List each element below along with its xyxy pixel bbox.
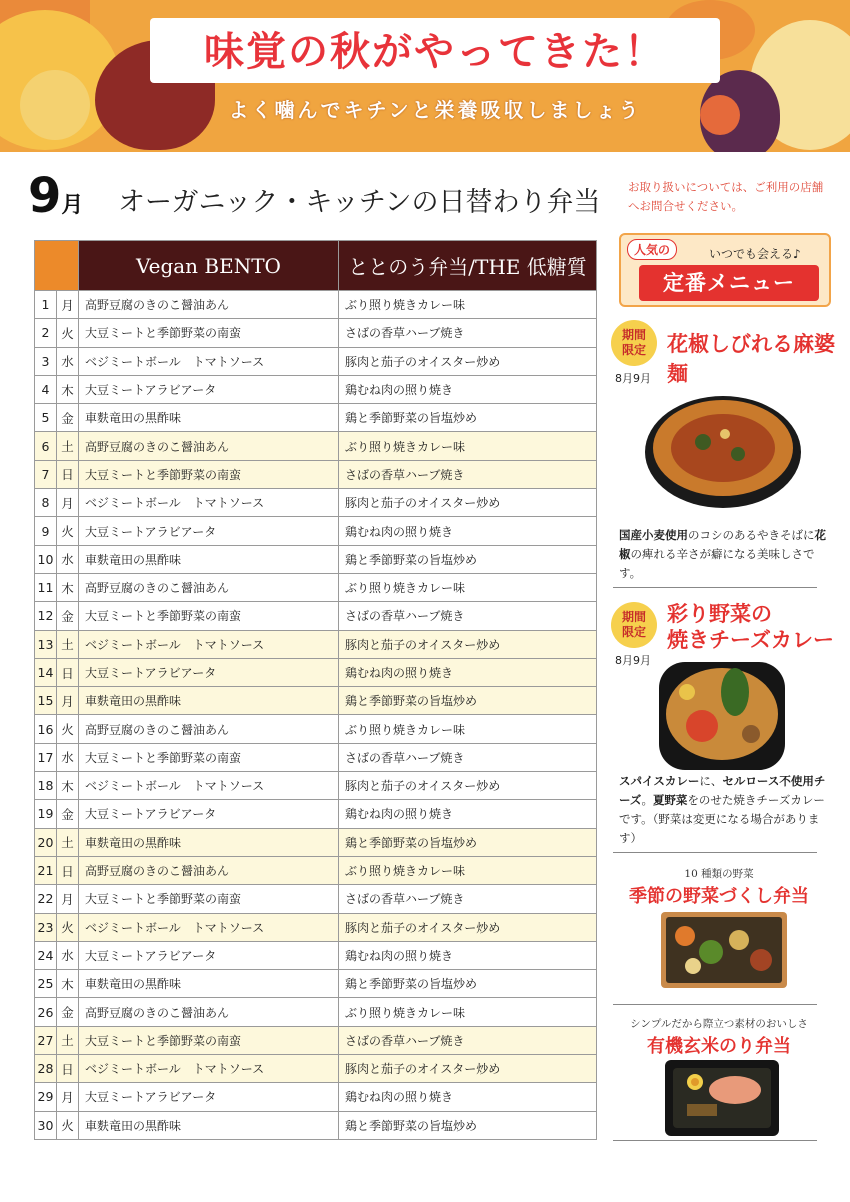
totonou-bento-cell: 鶏と季節野菜の旨塩炒め bbox=[339, 545, 597, 573]
day-cell: 13 bbox=[35, 630, 57, 658]
totonou-bento-cell: ぶり照り焼きカレー味 bbox=[339, 715, 597, 743]
mabo-noodle-title: 花椒しびれる麻婆麺 bbox=[667, 332, 835, 386]
badge-line: 期間 bbox=[621, 328, 646, 342]
weekday-cell: 月 bbox=[57, 1083, 79, 1111]
banner-title: 味覚の秋がやってきた！ bbox=[150, 18, 720, 83]
totonou-bento-cell: 豚肉と茄子のオイスター炒め bbox=[339, 772, 597, 800]
weekday-cell: 月 bbox=[57, 885, 79, 913]
mabo-noodle-period: 8月9月 bbox=[615, 372, 651, 385]
table-row bbox=[35, 375, 597, 403]
weekday-cell: 金 bbox=[57, 800, 79, 828]
totonou-bento-cell: 鶏むね肉の照り焼き bbox=[339, 375, 597, 403]
vegan-bento-cell: 大豆ミートと季節野菜の南蛮 bbox=[79, 460, 339, 488]
vegan-bento-cell: 車麩竜田の黒酢味 bbox=[79, 687, 339, 715]
day-cell: 9 bbox=[35, 517, 57, 545]
day-cell: 1 bbox=[35, 291, 57, 319]
weekday-cell: 火 bbox=[57, 517, 79, 545]
vegan-bento-cell: 車麩竜田の黒酢味 bbox=[79, 970, 339, 998]
day-cell: 15 bbox=[35, 687, 57, 715]
desc-emphasis: スパイスカレー bbox=[619, 774, 700, 788]
mabo-noodle-description bbox=[619, 526, 831, 583]
weekday-cell: 火 bbox=[57, 1111, 79, 1139]
table-row bbox=[35, 970, 597, 998]
day-cell: 11 bbox=[35, 573, 57, 601]
vegetable-bento-title: 季節の野菜づくし弁当 bbox=[629, 886, 809, 907]
vegan-bento-cell: ベジミートボール トマトソース bbox=[79, 630, 339, 658]
vegan-bento-cell: ベジミートボール トマトソース bbox=[79, 489, 339, 517]
totonou-bento-cell: 鶏と季節野菜の旨塩炒め bbox=[339, 828, 597, 856]
table-row bbox=[35, 573, 597, 601]
day-cell: 14 bbox=[35, 658, 57, 686]
totonou-bento-cell: 豚肉と茄子のオイスター炒め bbox=[339, 347, 597, 375]
brown-rice-bento-title: 有機玄米のり弁当 bbox=[647, 1036, 791, 1057]
day-cell: 2 bbox=[35, 319, 57, 347]
weekday-cell: 水 bbox=[57, 941, 79, 969]
store-notice: お取り扱いについては、ご利用の店舗へお問合せください。 bbox=[628, 180, 824, 213]
month-label bbox=[28, 168, 83, 224]
weekday-cell: 金 bbox=[57, 998, 79, 1026]
day-cell: 21 bbox=[35, 856, 57, 884]
vegan-bento-cell: 大豆ミートアラビアータ bbox=[79, 800, 339, 828]
table-row bbox=[35, 913, 597, 941]
day-cell: 26 bbox=[35, 998, 57, 1026]
vegan-bento-cell: 高野豆腐のきのこ醤油あん bbox=[79, 432, 339, 460]
day-cell: 29 bbox=[35, 1083, 57, 1111]
totonou-bento-cell: 豚肉と茄子のオイスター炒め bbox=[339, 913, 597, 941]
totonou-bento-cell: さばの香草ハーブ焼き bbox=[339, 1026, 597, 1054]
divider bbox=[613, 852, 817, 853]
table-row bbox=[35, 856, 597, 884]
day-cell: 25 bbox=[35, 970, 57, 998]
weekday-cell: 水 bbox=[57, 743, 79, 771]
totonou-bento-cell: 鶏むね肉の照り焼き bbox=[339, 941, 597, 969]
page-title: オーガニック・キッチンの日替わり弁当 bbox=[118, 187, 601, 218]
day-cell: 23 bbox=[35, 913, 57, 941]
weekday-cell: 水 bbox=[57, 347, 79, 375]
day-cell: 17 bbox=[35, 743, 57, 771]
cheese-curry-title-line1: 彩り野菜の bbox=[667, 602, 772, 626]
table-corner bbox=[35, 241, 79, 291]
vegan-bento-cell: 車麩竜田の黒酢味 bbox=[79, 545, 339, 573]
day-cell: 4 bbox=[35, 375, 57, 403]
vegan-bento-cell: ベジミートボール トマトソース bbox=[79, 913, 339, 941]
day-cell: 7 bbox=[35, 460, 57, 488]
table-row bbox=[35, 404, 597, 432]
table-row bbox=[35, 630, 597, 658]
standard-menu-tagline: いつでも会える♪ bbox=[709, 247, 801, 261]
day-cell: 28 bbox=[35, 1055, 57, 1083]
vegan-bento-cell: 車麩竜田の黒酢味 bbox=[79, 828, 339, 856]
vegetable-bento-photo bbox=[661, 912, 787, 988]
day-cell: 19 bbox=[35, 800, 57, 828]
weekday-cell: 土 bbox=[57, 1026, 79, 1054]
weekday-cell: 木 bbox=[57, 772, 79, 800]
desc-emphasis: 夏野菜 bbox=[652, 793, 688, 807]
weekday-cell: 月 bbox=[57, 291, 79, 319]
cheese-curry-title-line2: 焼きチーズカレー bbox=[667, 628, 834, 652]
divider bbox=[613, 587, 817, 588]
totonou-bento-cell: 豚肉と茄子のオイスター炒め bbox=[339, 1055, 597, 1083]
totonou-bento-cell: さばの香草ハーブ焼き bbox=[339, 885, 597, 913]
weekday-cell: 土 bbox=[57, 432, 79, 460]
table-row bbox=[35, 432, 597, 460]
weekday-cell: 月 bbox=[57, 489, 79, 517]
totonou-bento-cell: さばの香草ハーブ焼き bbox=[339, 743, 597, 771]
totonou-bento-cell: 鶏むね肉の照り焼き bbox=[339, 658, 597, 686]
table-row bbox=[35, 319, 597, 347]
totonou-bento-cell: ぶり照り焼きカレー味 bbox=[339, 573, 597, 601]
vegan-bento-cell: ベジミートボール トマトソース bbox=[79, 347, 339, 375]
column-header-totonou: ととのう弁当/THE 低糖質 bbox=[339, 241, 597, 291]
badge-line: 期間 bbox=[621, 610, 646, 624]
table-row bbox=[35, 828, 597, 856]
vegan-bento-cell: 大豆ミートと季節野菜の南蛮 bbox=[79, 602, 339, 630]
totonou-bento-cell: 鶏むね肉の照り焼き bbox=[339, 1083, 597, 1111]
vegan-bento-cell: 車麩竜田の黒酢味 bbox=[79, 1111, 339, 1139]
standard-menu-title: 定番メニュー bbox=[639, 265, 819, 301]
vegan-bento-cell: 大豆ミートアラビアータ bbox=[79, 941, 339, 969]
desc-text: をのせた焼きチーズカレーです。（野菜は変更になる場合があります） bbox=[619, 793, 825, 845]
weekday-cell: 日 bbox=[57, 460, 79, 488]
limited-time-badge bbox=[611, 320, 657, 366]
desc-emphasis: 国産小麦使用 bbox=[619, 528, 688, 542]
totonou-bento-cell: 鶏と季節野菜の旨塩炒め bbox=[339, 404, 597, 432]
totonou-bento-cell: 鶏むね肉の照り焼き bbox=[339, 517, 597, 545]
desc-text: に、 bbox=[699, 774, 723, 788]
vegan-bento-cell: 高野豆腐のきのこ醤油あん bbox=[79, 856, 339, 884]
badge-line: 限定 bbox=[621, 625, 646, 639]
day-cell: 22 bbox=[35, 885, 57, 913]
totonou-bento-cell: ぶり照り焼きカレー味 bbox=[339, 856, 597, 884]
table-row bbox=[35, 885, 597, 913]
day-cell: 8 bbox=[35, 489, 57, 517]
brown-rice-bento-photo bbox=[665, 1060, 779, 1136]
column-header-vegan: Vegan BENTO bbox=[79, 241, 339, 291]
day-cell: 6 bbox=[35, 432, 57, 460]
table-row bbox=[35, 800, 597, 828]
divider bbox=[613, 1004, 817, 1005]
table-row bbox=[35, 772, 597, 800]
limited-time-badge bbox=[611, 602, 657, 648]
cheese-curry-period: 8月9月 bbox=[615, 654, 651, 667]
vegan-bento-cell: 大豆ミートと季節野菜の南蛮 bbox=[79, 743, 339, 771]
weekday-cell: 土 bbox=[57, 630, 79, 658]
desc-emphasis: 花椒 bbox=[619, 528, 826, 561]
vegan-bento-cell: 大豆ミートアラビアータ bbox=[79, 375, 339, 403]
table-header-row bbox=[35, 241, 597, 291]
table-row bbox=[35, 998, 597, 1026]
weekday-cell: 木 bbox=[57, 375, 79, 403]
day-cell: 30 bbox=[35, 1111, 57, 1139]
totonou-bento-cell: さばの香草ハーブ焼き bbox=[339, 319, 597, 347]
table-row bbox=[35, 545, 597, 573]
desc-emphasis: セルロース不使用チーズ bbox=[619, 774, 826, 807]
vegan-bento-cell: 大豆ミートアラビアータ bbox=[79, 1083, 339, 1111]
popular-tag: 人気の bbox=[627, 239, 677, 260]
month-number: 9 bbox=[28, 168, 62, 224]
table-row bbox=[35, 347, 597, 375]
day-cell: 5 bbox=[35, 404, 57, 432]
vegan-bento-cell: 高野豆腐のきのこ醤油あん bbox=[79, 573, 339, 601]
table-row bbox=[35, 687, 597, 715]
totonou-bento-cell: 鶏むね肉の照り焼き bbox=[339, 800, 597, 828]
table-row bbox=[35, 460, 597, 488]
vegetable-bento-caption: 10 種類の野菜 bbox=[684, 868, 754, 880]
weekday-cell: 金 bbox=[57, 602, 79, 630]
table-row bbox=[35, 1111, 597, 1139]
decor-squash bbox=[20, 70, 90, 140]
table-row bbox=[35, 602, 597, 630]
day-cell: 3 bbox=[35, 347, 57, 375]
totonou-bento-cell: さばの香草ハーブ焼き bbox=[339, 602, 597, 630]
totonou-bento-cell: 鶏と季節野菜の旨塩炒め bbox=[339, 687, 597, 715]
weekday-cell: 金 bbox=[57, 404, 79, 432]
day-cell: 18 bbox=[35, 772, 57, 800]
cheese-curry-photo bbox=[657, 656, 787, 772]
totonou-bento-cell: 鶏と季節野菜の旨塩炒め bbox=[339, 1111, 597, 1139]
table-row bbox=[35, 1083, 597, 1111]
weekday-cell: 火 bbox=[57, 715, 79, 743]
weekday-cell: 火 bbox=[57, 913, 79, 941]
weekday-cell: 木 bbox=[57, 970, 79, 998]
weekday-cell: 日 bbox=[57, 658, 79, 686]
brown-rice-bento-caption: シンプルだから際立つ素材のおいしさ bbox=[630, 1018, 808, 1030]
totonou-bento-cell: ぶり照り焼きカレー味 bbox=[339, 998, 597, 1026]
vegan-bento-cell: ベジミートボール トマトソース bbox=[79, 772, 339, 800]
day-cell: 20 bbox=[35, 828, 57, 856]
table-row bbox=[35, 489, 597, 517]
totonou-bento-cell: さばの香草ハーブ焼き bbox=[339, 460, 597, 488]
vegan-bento-cell: 車麩竜田の黒酢味 bbox=[79, 404, 339, 432]
day-cell: 27 bbox=[35, 1026, 57, 1054]
desc-text: 。 bbox=[641, 793, 653, 807]
weekday-cell: 木 bbox=[57, 573, 79, 601]
weekday-cell: 日 bbox=[57, 856, 79, 884]
day-cell: 10 bbox=[35, 545, 57, 573]
weekday-cell: 月 bbox=[57, 687, 79, 715]
table-row bbox=[35, 291, 597, 319]
table-row bbox=[35, 517, 597, 545]
table-row bbox=[35, 715, 597, 743]
weekday-cell: 火 bbox=[57, 319, 79, 347]
cheese-curry-description bbox=[619, 772, 831, 848]
desc-text: の痺れる辛さが癖になる美味しさです。 bbox=[619, 547, 815, 580]
badge-line: 限定 bbox=[621, 343, 646, 357]
mabo-noodle-photo bbox=[643, 392, 803, 510]
vegan-bento-cell: 大豆ミートと季節野菜の南蛮 bbox=[79, 319, 339, 347]
vegan-bento-cell: 大豆ミートと季節野菜の南蛮 bbox=[79, 1026, 339, 1054]
desc-text: のコシのあるやきそばに bbox=[688, 528, 815, 542]
totonou-bento-cell: ぶり照り焼きカレー味 bbox=[339, 291, 597, 319]
vegan-bento-cell: 大豆ミートアラビアータ bbox=[79, 658, 339, 686]
day-cell: 16 bbox=[35, 715, 57, 743]
vegan-bento-cell: ベジミートボール トマトソース bbox=[79, 1055, 339, 1083]
table-row bbox=[35, 1026, 597, 1054]
divider bbox=[613, 1140, 817, 1141]
vegan-bento-cell: 高野豆腐のきのこ醤油あん bbox=[79, 291, 339, 319]
standard-menu-banner bbox=[619, 233, 831, 307]
table-row bbox=[35, 743, 597, 771]
table-body bbox=[35, 291, 597, 1140]
table-row bbox=[35, 658, 597, 686]
totonou-bento-cell: 鶏と季節野菜の旨塩炒め bbox=[339, 970, 597, 998]
totonou-bento-cell: ぶり照り焼きカレー味 bbox=[339, 432, 597, 460]
day-cell: 12 bbox=[35, 602, 57, 630]
vegan-bento-cell: 高野豆腐のきのこ醤油あん bbox=[79, 998, 339, 1026]
weekday-cell: 日 bbox=[57, 1055, 79, 1083]
vegan-bento-cell: 大豆ミートアラビアータ bbox=[79, 517, 339, 545]
table-row bbox=[35, 1055, 597, 1083]
daily-menu-table bbox=[34, 240, 597, 1140]
weekday-cell: 水 bbox=[57, 545, 79, 573]
weekday-cell: 土 bbox=[57, 828, 79, 856]
sidebar bbox=[605, 0, 850, 1202]
day-cell: 24 bbox=[35, 941, 57, 969]
totonou-bento-cell: 豚肉と茄子のオイスター炒め bbox=[339, 630, 597, 658]
totonou-bento-cell: 豚肉と茄子のオイスター炒め bbox=[339, 489, 597, 517]
vegan-bento-cell: 高野豆腐のきのこ醤油あん bbox=[79, 715, 339, 743]
vegan-bento-cell: 大豆ミートと季節野菜の南蛮 bbox=[79, 885, 339, 913]
table-row bbox=[35, 941, 597, 969]
month-unit: 月 bbox=[61, 193, 84, 218]
banner-subtitle: よく噛んでキチンと栄養吸収しましょう bbox=[228, 98, 642, 122]
